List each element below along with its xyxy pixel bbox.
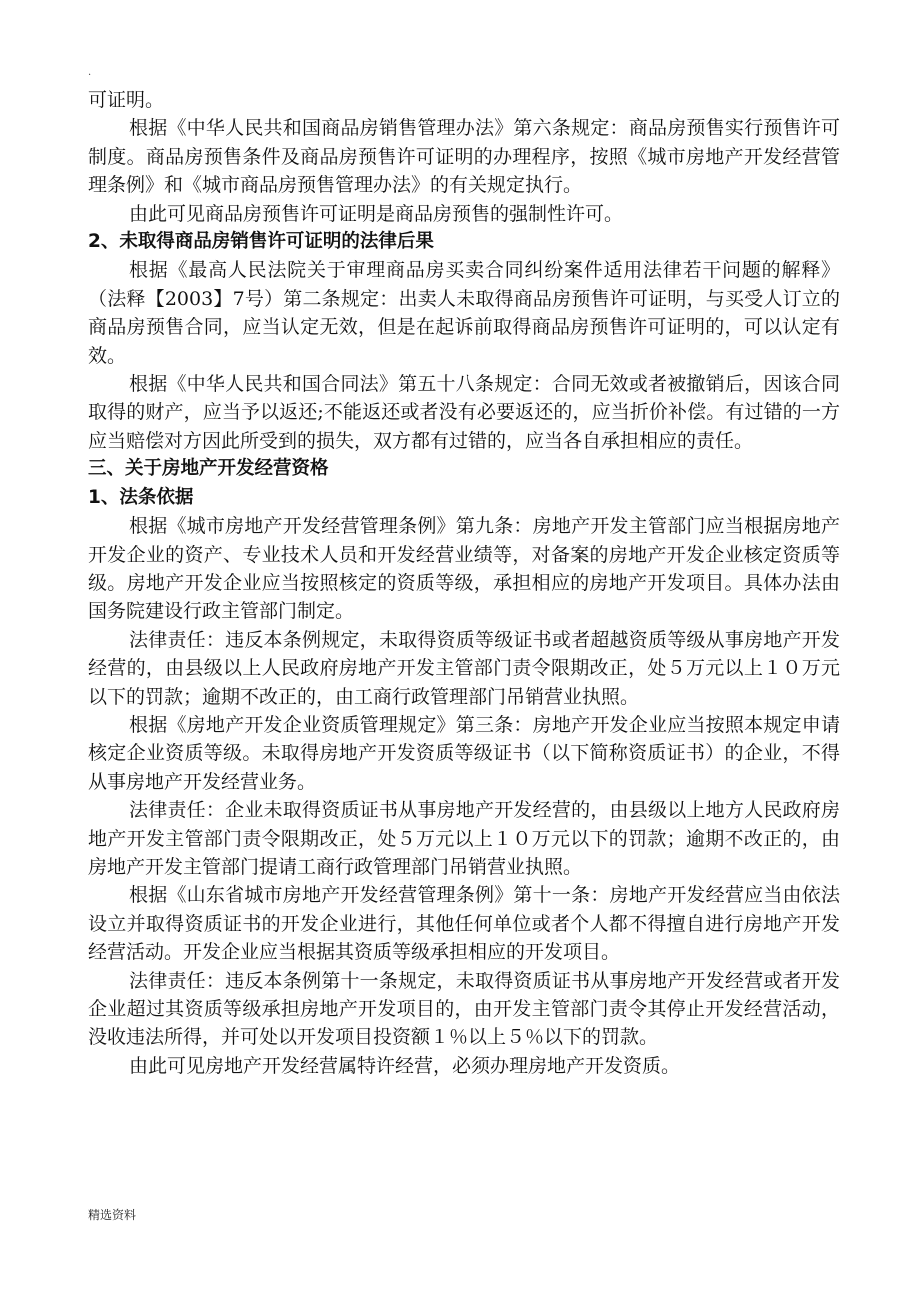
page-top-mark: . — [88, 67, 92, 78]
document-body — [88, 86, 840, 1080]
paragraph-presale-conclusion: 由此可见商品房预售许可证明是商品房预售的强制性许可。 — [129, 202, 624, 225]
section-heading-legal-consequences: 2、未取得商品房销售许可证明的法律后果 — [88, 231, 434, 253]
subsection-heading-legal-basis: 1、法条依据 — [88, 486, 194, 508]
paragraph-presale-regulation: 根据《中华人民共和国商品房销售管理办法》第六条规定：商品房预售实行预售许可制度。商品房预售条件及商品房预售许可证明的办理程序，按照《城市房地产开发经营管理条例》和《城市商品房预售管理办法》的有关规定执行。 — [88, 117, 840, 197]
paragraph-contract-law: 根据《中华人民共和国合同法》第五十八条规定：合同无效或者被撤销后，因该合同取得的财产，应当予以返还;不能返还或者没有必要返还的，应当折价补偿。有过错的一方应当赔偿对方因此所受到的损失，双方都有过错的，应当各自承担相应的责任。 — [88, 373, 840, 452]
section-heading-qualification: 三、关于房地产开发经营资格 — [88, 458, 329, 480]
paragraph-continuation: 可证明。 — [88, 89, 165, 111]
paragraph-liability-1: 法律责任：违反本条例规定，未取得资质等级证书或者超越资质等级从事房地产开发经营的，由县级以上人民政府房地产开发主管部门责令限期改正，处５万元以上１０万元以下的罚款；逾期不改正的，由工商行政管理部门吊销营业执照。 — [88, 628, 840, 708]
paragraph-liability-2: 法律责任：企业未取得资质证书从事房地产开发经营的，由县级以上地方人民政府房地产开发主管部门责令限期改正，处５万元以上１０万元以下的罚款；逾期不改正的，由房地产开发主管部门提请工商行政管理部门吊销营业执照。 — [88, 799, 840, 878]
paragraph-judicial-interpretation: 根据《最高人民法院关于审理商品房买卖合同纠纷案件适用法律若干问题的解释》（法释【2003】7号）第二条规定：出卖人未取得商品房预售许可证明，与买受人订立的商品房预售合同，应当认定无效，但是在起诉前取得商品房预售许可证明的，可以认定有效。 — [88, 259, 840, 367]
paragraph-shandong-article-11: 根据《山东省城市房地产开发经营管理条例》第十一条：房地产开发经营应当由依法设立并取得资质证书的开发企业进行，其他任何单位或者个人都不得擅自进行房地产开发经营活动。开发企业应当根据其资质等级承担相应的开发项目。 — [88, 884, 840, 964]
paragraph-regulation-article-9: 根据《城市房地产开发经营管理条例》第九条：房地产开发主管部门应当根据房地产开发企业的资产、专业技术人员和开发经营业绩等，对备案的房地产开发企业核定资质等级。房地产开发企业应当按照核定的资质等级，承担相应的房地产开发项目。具体办法由国务院建设行政主管部门制定。 — [88, 515, 840, 623]
paragraph-qualification-rules-article-3: 根据《房地产开发企业资质管理规定》第三条：房地产开发企业应当按照本规定申请核定企业资质等级。未取得房地产开发资质等级证书（以下简称资质证书）的企业，不得从事房地产开发经营业务。 — [88, 713, 840, 793]
paragraph-final-conclusion: 由此可见房地产开发经营属特许经营，必须办理房地产开发资质。 — [129, 1054, 681, 1077]
paragraph-liability-3: 法律责任：违反本条例第十一条规定，未取得资质证书从事房地产开发经营或者开发企业超过其资质等级承担房地产开发项目的，由开发主管部门责令其停止开发经营活动，没收违法所得，并可处以开发项目投资额１％以上５％以下的罚款。 — [88, 969, 840, 1049]
page-footer: 精选资料 — [88, 1208, 137, 1222]
